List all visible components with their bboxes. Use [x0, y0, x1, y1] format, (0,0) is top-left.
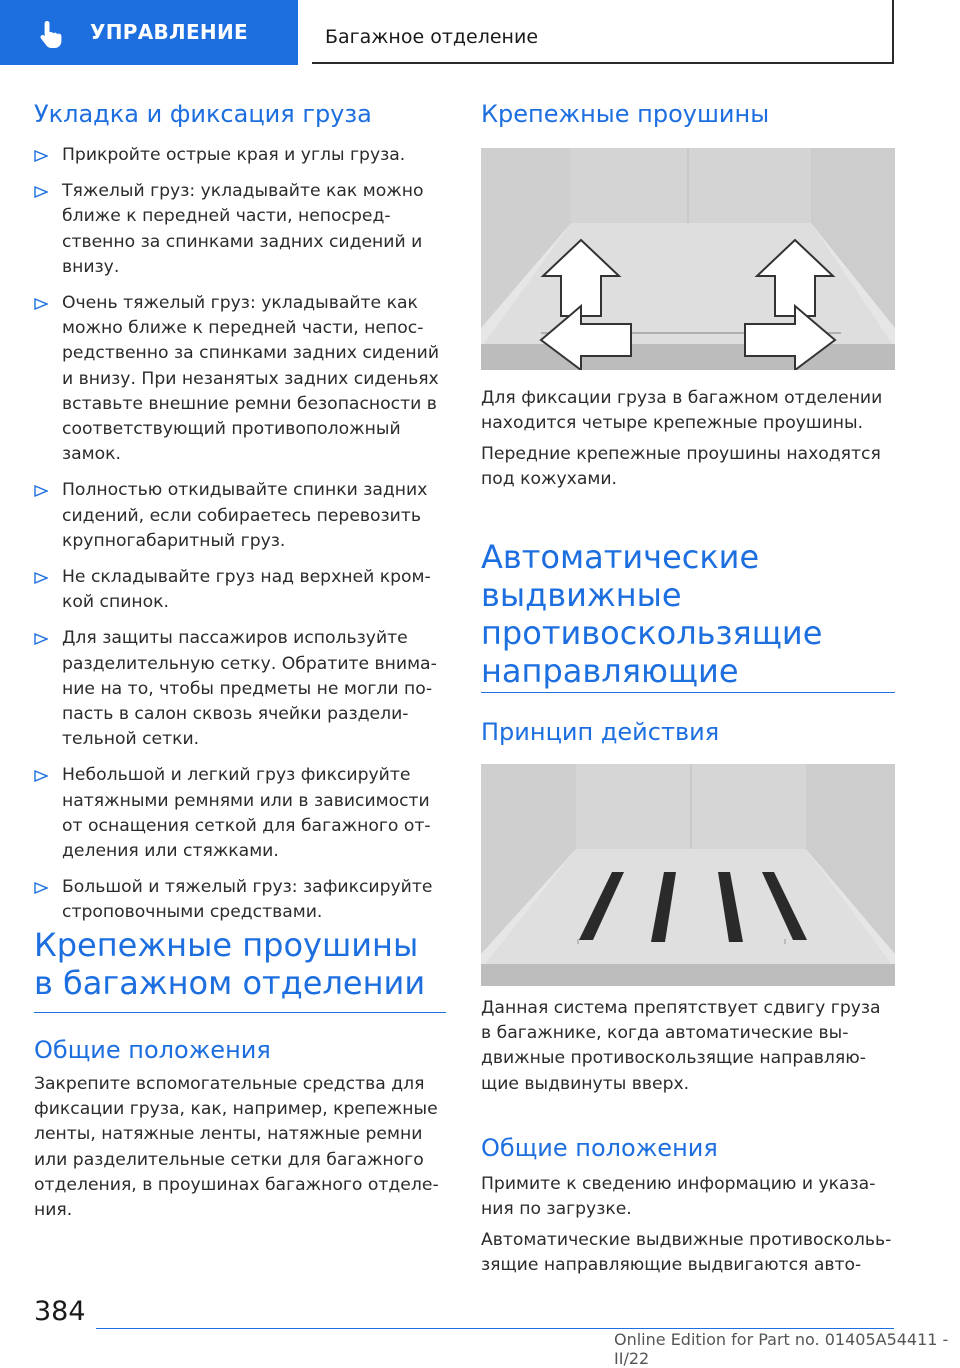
- edition-link[interactable]: Online Edition for Part no. 01405A54411 - II/22: [614, 1330, 949, 1368]
- hand-pointer-icon: [36, 18, 68, 50]
- principle-paragraph: Данная система препятствует сдвигу груза в багажнике, когда автоматические выдвижные противоскользящие направляющие выдвинуты вверх.: [481, 998, 881, 1094]
- footer-divider: [96, 1328, 894, 1329]
- section-header-title: Багажное отделение: [325, 26, 539, 48]
- bullet-triangle-icon: [34, 882, 48, 894]
- list-item: Не складывайте груз над верхней кромкой спинок.: [34, 565, 446, 615]
- bullet-triangle-icon: [34, 485, 48, 497]
- section-header: [312, 0, 894, 64]
- section-title-cargo: Укладка и фиксация груза: [34, 100, 372, 128]
- section-divider: [34, 1012, 446, 1013]
- general-paragraph-2a: Примите к сведению информацию и указания по загрузке.: [481, 1174, 876, 1220]
- chapter-tab-label: УПРАВЛЕНИЕ: [90, 20, 248, 44]
- bullet-triangle-icon: [34, 298, 48, 310]
- cargo-bullet-list: [34, 143, 446, 937]
- list-item: Прикройте острые края и углы груза.: [34, 143, 446, 168]
- bullet-triangle-icon: [34, 572, 48, 584]
- tie-down-paragraph-1: Для фиксации груза в багажном отделении находится четыре крепежные проушины.: [481, 388, 883, 434]
- general-paragraph: Закрепите вспомогательные средства для фиксации груза, как, например, крепежные ленты, натяжные ленты, натяжные ремни или разделительные сетки для багажного отделения, в проушинах багажного отделения.: [34, 1074, 439, 1221]
- list-item: Большой и тяжелый груз: зафиксируйте строповочными средствами.: [34, 875, 446, 925]
- subsection-title-general-2: Общие положения: [481, 1134, 718, 1162]
- tie-down-paragraph-2: Передние крепежные проушины находятся под кожухами.: [481, 444, 881, 490]
- section-title-tie-downs: Крепежные проушины в багажном отделении: [34, 926, 426, 1002]
- general-paragraph-2b: Автоматические выдвижные противосколььзящие направляющие выдвигаются авто-: [481, 1230, 892, 1276]
- title-tie-down-eyes: Крепежные проушины: [481, 100, 770, 128]
- section-title-anti-slip-rails: Автоматические выдвижные противоскользящие направляющие: [481, 538, 823, 690]
- page-number: 384: [34, 1296, 86, 1327]
- subsection-title-principle: Принцип действия: [481, 718, 720, 746]
- list-item: Полностью откидывайте спинки задних сидений, если собираетесь перевозить крупногабаритный груз.: [34, 478, 446, 554]
- bullet-triangle-icon: [34, 770, 48, 782]
- bullet-triangle-icon: [34, 633, 48, 645]
- section-divider: [481, 692, 895, 693]
- bullet-triangle-icon: [34, 186, 48, 198]
- list-item: Небольшой и легкий груз фиксируйте натяжными ремнями или в зависимости от оснащения сеткой для багажного отделения или стяжками.: [34, 763, 446, 864]
- subsection-title-general: Общие положения: [34, 1036, 271, 1064]
- cargo-area-eyes-image: [481, 148, 895, 370]
- list-item: Очень тяжелый груз: укладывайте как можно ближе к передней части, непосредственно за спинками задних сидений и внизу. При незанятых задних сиденьях вставьте внешние ремни безопасности в соответствующий противоположный замок.: [34, 291, 446, 467]
- chapter-tab[interactable]: [0, 0, 298, 65]
- list-item: Для защиты пассажиров используйте разделительную сетку. Обратите внимание на то, чтобы предметы не могли попасть в салон сквозь ячейки разделительной сетки.: [34, 626, 446, 752]
- bullet-triangle-icon: [34, 150, 48, 162]
- anti-slip-rails-image: [481, 764, 895, 986]
- list-item: Тяжелый груз: укладывайте как можно ближе к передней части, непосредственно за спинками задних сидений и внизу.: [34, 179, 446, 280]
